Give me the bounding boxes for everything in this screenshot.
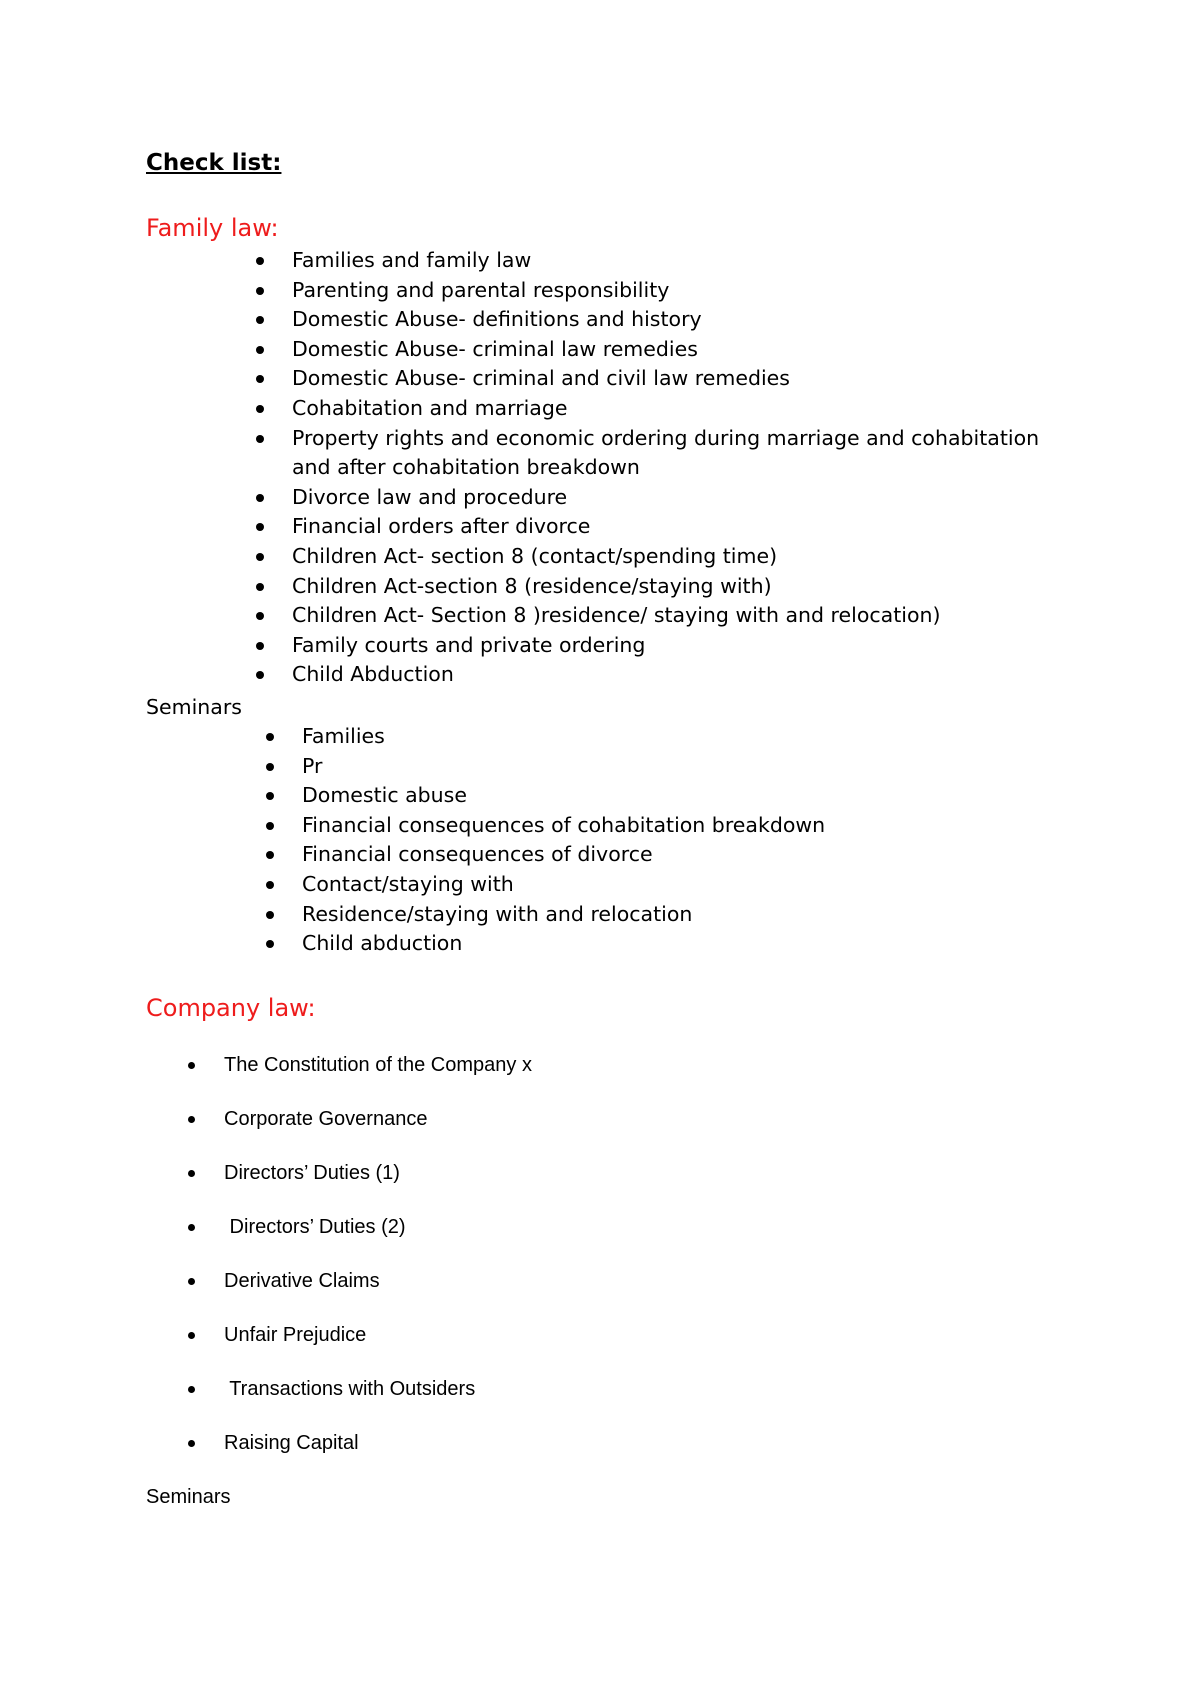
bullet-icon [266,940,274,948]
bullet-icon [188,1170,195,1177]
bullet-icon [256,642,264,650]
bullet-icon [256,316,264,324]
company-seminars-label: Seminars [146,1486,231,1508]
list-item: Directors’ Duties (2) [224,1200,924,1254]
bullet-icon [256,671,264,679]
bullet-icon [188,1332,195,1339]
list-item: Domestic Abuse- criminal law remedies [292,335,1082,365]
bullet-icon [188,1062,195,1069]
list-item: Property rights and economic ordering during marriage and cohabitation and after cohabitation breakdown [292,424,1082,483]
bullet-icon [256,523,264,531]
bullet-icon [266,881,274,889]
list-item: Domestic abuse [302,781,1062,811]
family-law-heading: Family law: [146,214,279,242]
list-item: Domestic Abuse- definitions and history [292,305,1082,335]
list-item: Family courts and private ordering [292,631,1082,661]
list-item: Financial orders after divorce [292,512,1082,542]
list-item: Transactions with Outsiders [224,1362,924,1416]
bullet-icon [256,494,264,502]
bullet-icon [256,435,264,443]
bullet-icon [256,346,264,354]
list-item: Children Act-section 8 (residence/staying with) [292,572,1082,602]
company-law-heading: Company law: [146,994,316,1022]
list-item: Directors’ Duties (1) [224,1146,924,1200]
list-item: Pr [302,752,1062,782]
family-seminars-label: Seminars [146,695,242,719]
bullet-icon [256,612,264,620]
bullet-icon [188,1386,195,1393]
checklist-title: Check list: [146,150,282,176]
list-item: Child Abduction [292,660,1082,690]
list-item: Corporate Governance [224,1092,924,1146]
list-item: Cohabitation and marriage [292,394,1082,424]
list-item: Parenting and parental responsibility [292,276,1082,306]
bullet-icon [256,553,264,561]
list-item: Residence/staying with and relocation [302,900,1062,930]
bullet-icon [188,1224,195,1231]
family-seminars-list [302,722,1062,959]
list-item: Child abduction [302,929,1062,959]
list-item: Financial consequences of divorce [302,840,1062,870]
list-item: Raising Capital [224,1416,924,1470]
list-item: Children Act- Section 8 )residence/ staying with and relocation) [292,601,1082,631]
list-item: The Constitution of the Company x [224,1038,924,1092]
bullet-icon [256,287,264,295]
list-item: Children Act- section 8 (contact/spending time) [292,542,1082,572]
company-law-topics-list [224,1038,924,1470]
bullet-icon [266,851,274,859]
bullet-icon [256,375,264,383]
bullet-icon [266,763,274,771]
bullet-icon [188,1278,195,1285]
family-law-topics-list [292,246,1082,690]
list-item: Domestic Abuse- criminal and civil law remedies [292,364,1082,394]
bullet-icon [256,405,264,413]
list-item: Unfair Prejudice [224,1308,924,1362]
bullet-icon [256,257,264,265]
bullet-icon [188,1116,195,1123]
bullet-icon [256,583,264,591]
list-item: Financial consequences of cohabitation breakdown [302,811,1062,841]
list-item: Contact/staying with [302,870,1062,900]
bullet-icon [266,792,274,800]
bullet-icon [266,911,274,919]
bullet-icon [188,1440,195,1447]
list-item: Families and family law [292,246,1082,276]
list-item: Derivative Claims [224,1254,924,1308]
list-item: Divorce law and procedure [292,483,1082,513]
bullet-icon [266,733,274,741]
bullet-icon [266,822,274,830]
list-item: Families [302,722,1062,752]
